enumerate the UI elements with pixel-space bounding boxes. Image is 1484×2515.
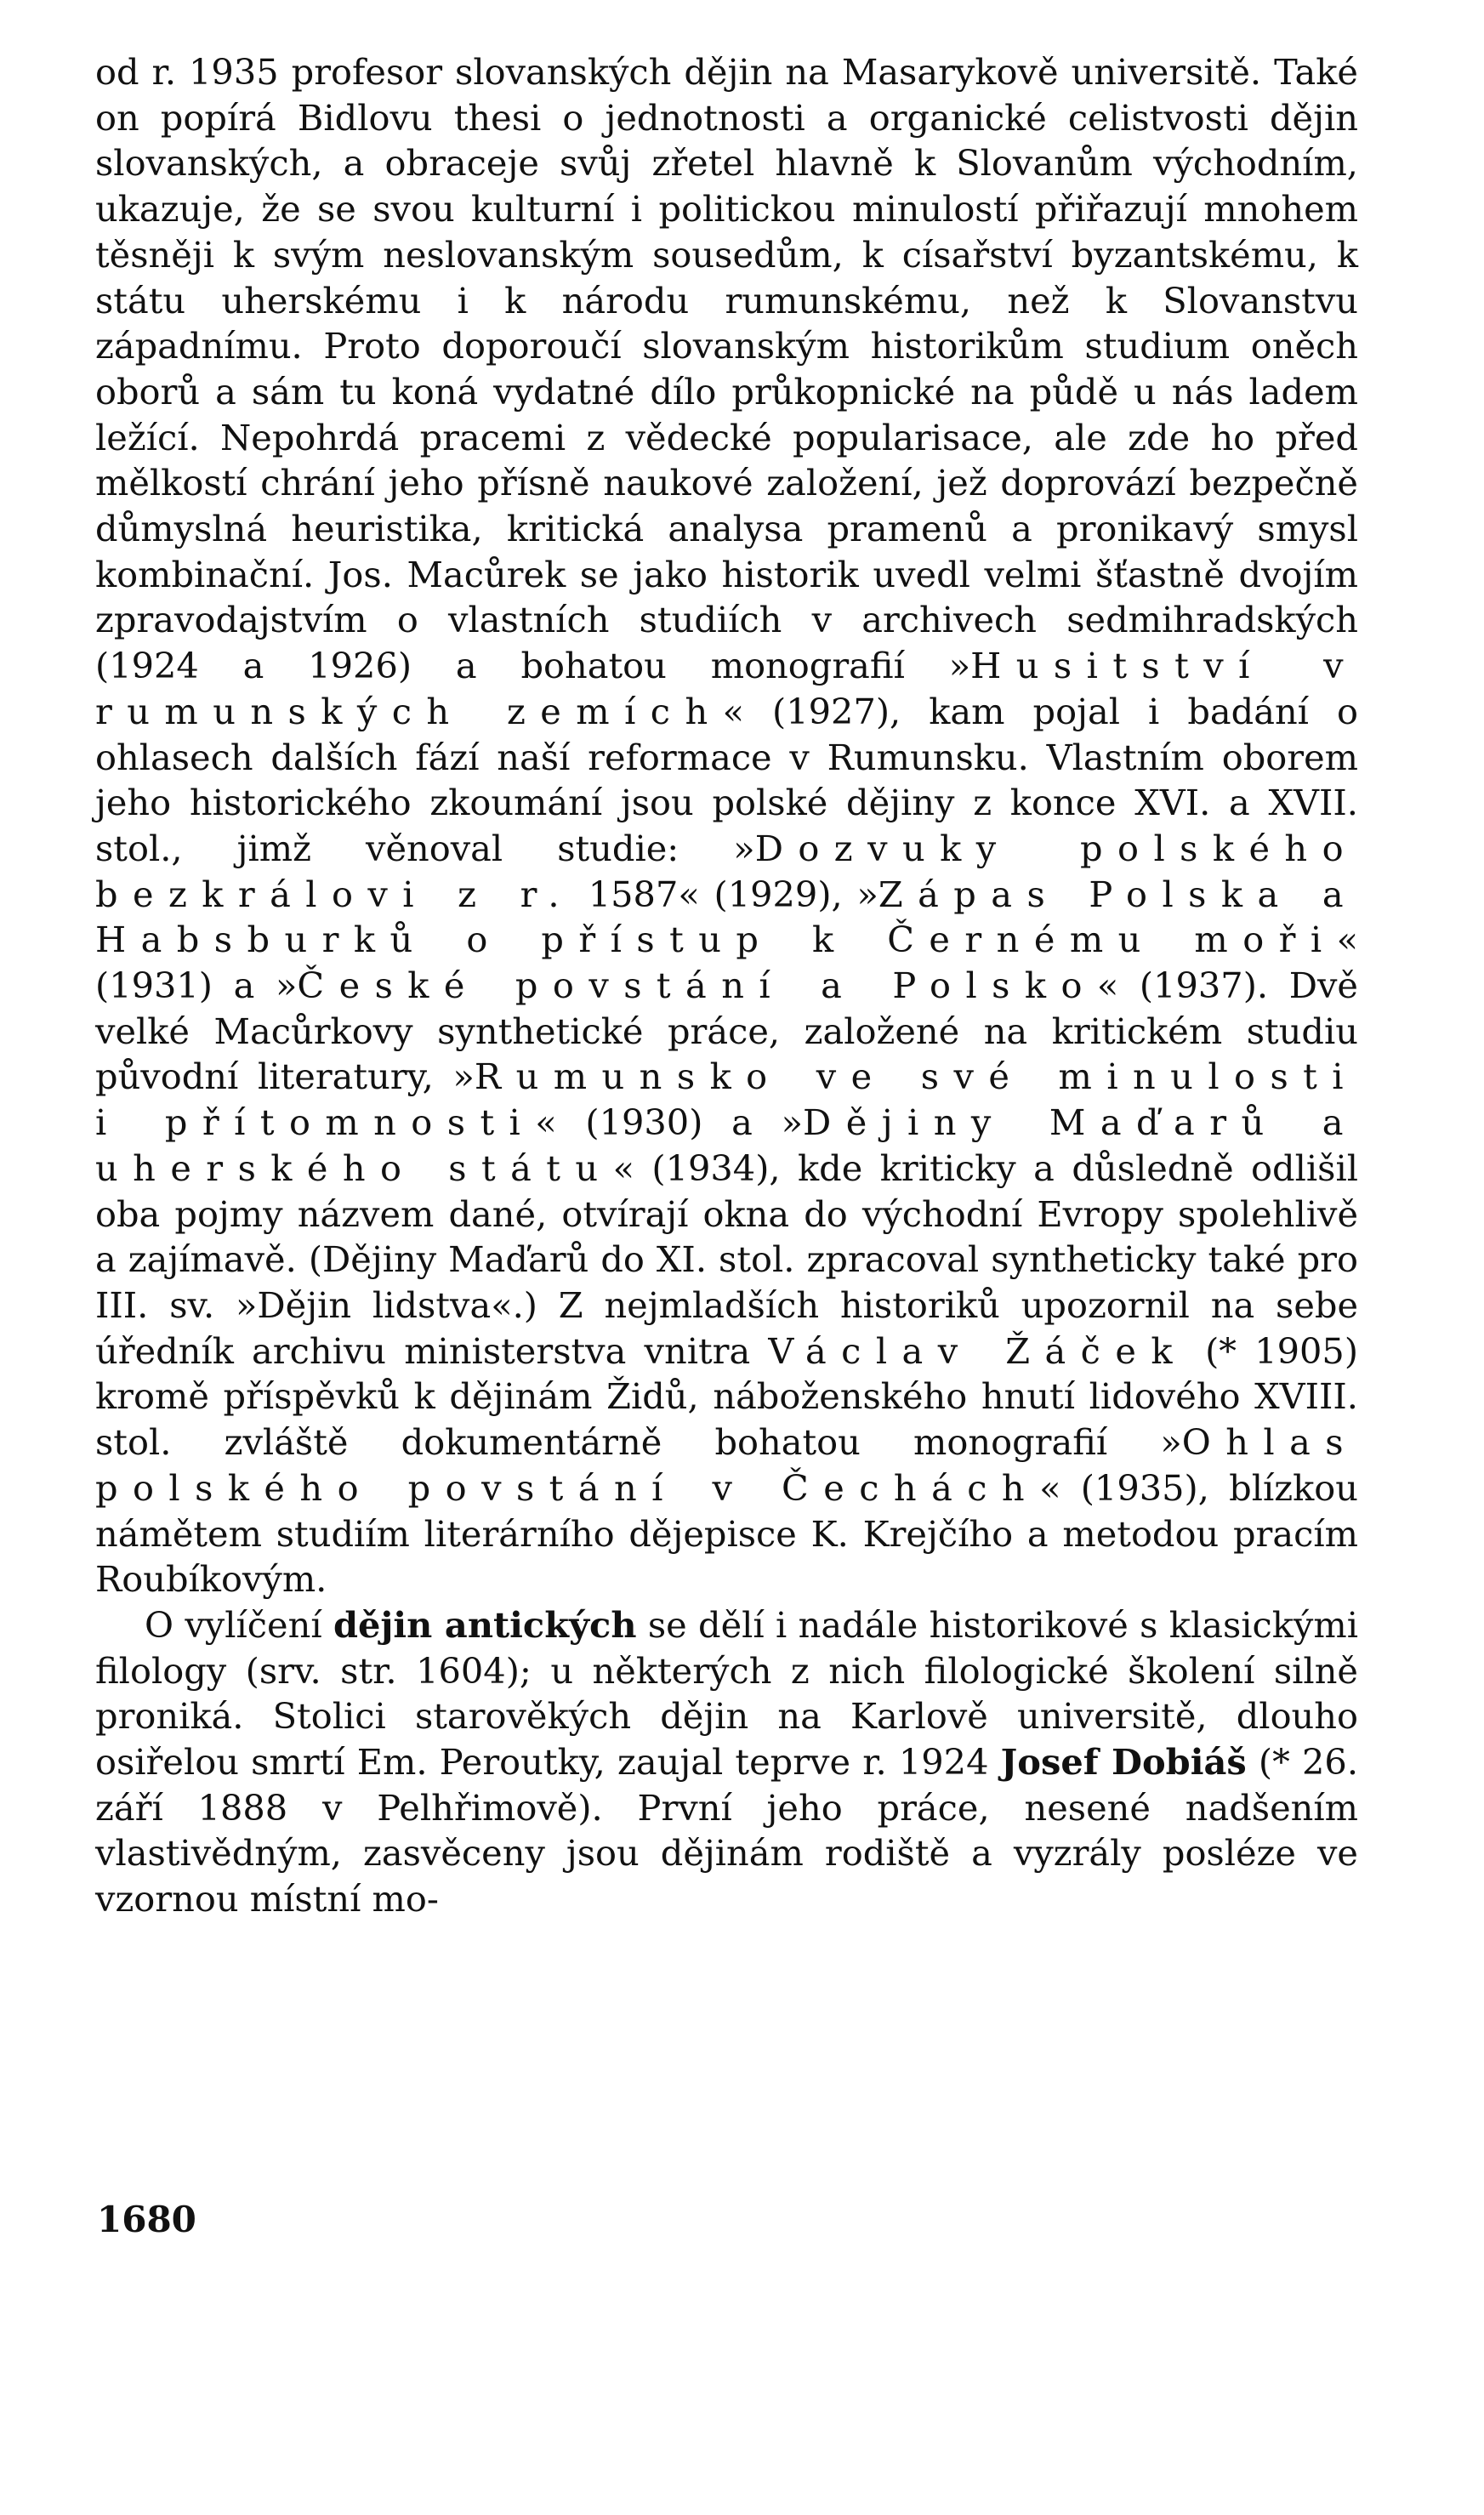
- page-body: [95, 49, 1358, 1922]
- text-run: (* 1905) kromě příspěvků k dějinám Židů, náboženského hnutí lidového XVIII. stol. zvláště dokumentárně bohatou monografií »: [95, 1329, 1359, 1464]
- text-run: (* 26. září 1888 v Pelhřimově). První jeho práce, nesené nadšením vlastivědným, zasvěceny jsou dějinám rodiště a vyzrály posléze ve vzornou místní mo-: [95, 1741, 1359, 1920]
- text-run: « (1935), blízkou námětem studiím literárního dějepisce K. Krejčího a metodou pracím Roubíkovým.: [95, 1466, 1358, 1601]
- text-run: 1587« (1929), »: [574, 873, 878, 915]
- spaced-name: Václav Žáček: [768, 1329, 1187, 1372]
- spaced-title: Rumunsko ve své minulosti i přítomnosti: [95, 1056, 1358, 1144]
- bold-term: dějin antických: [333, 1603, 637, 1646]
- paragraph: [95, 1602, 1358, 1922]
- paragraph: [95, 49, 1358, 1602]
- spaced-title: Ohlas polského povstání v Čechách: [95, 1421, 1358, 1509]
- bold-name: Josef Dobiáš: [1000, 1741, 1247, 1784]
- spaced-title: Husitství v rumunských zemích: [95, 645, 1358, 732]
- spaced-title: Zápas Polska a Habsburků o přístup k Černému moři: [95, 873, 1358, 961]
- page-number: 1680: [97, 2199, 196, 2240]
- text-run: « (1937). Dvě velké Macůrkovy synthetické práce, založené na kritickém studiu původní literatury, »: [95, 964, 1358, 1098]
- spaced-title: Dějiny Maďarů a uherského státu: [95, 1101, 1358, 1189]
- text-run: od r. 1935 profesor slovanských dějin na Masarykově universitě. Také on popírá Bidlovu thesi o jednotnosti a organické celistvosti dějin slovanských, a obraceje svůj zřetel hlavně k Slovanům východním, ukazuje, že se svou kulturní i politickou minulostí přiřazují mnohem těsněji k svým neslovanským sousedům, k císařství byzantskému, k státu uherskému i k národu rumunskému, než k Slovanstvu západnímu. Proto doporoučí slovanským historikům studium oněch oborů a sám tu koná vydatné dílo průkopnické na půdě u nás ladem ležící. Nepohrdá pracemi z vědecké popularisace, ale zde ho před mělkostí chrání jeho přísně naukové založení, jež doprovází bezpečně důmyslná heuristika, kritická analysa pramenů a pronikavý smysl kombinační. Jos. Macůrek se jako historik uvedl velmi šťastně dvojím zpravodajstvím o vlastních studiích v archivech sedmihradských (1924 a 1926) a bohatou monografií »: [95, 51, 1358, 687]
- text-run: « (1931) a »: [95, 919, 1358, 1007]
- text-run: « (1930) a »: [535, 1101, 804, 1144]
- spaced-title: České povstání a Polsko: [297, 964, 1097, 1007]
- text-run: « (1934), kde kriticky a důsledně odlišil oba pojmy názvem dané, otvírají okna do východní Evropy spolehlivě a zajímavě. (Dějiny Maďarů do XI. stol. zpracoval syntheticky také pro III. sv. »Dějin lidstva«.) Z nejmladších historiků upozornil na sebe úředník archivu ministerstva vnitra: [95, 1147, 1358, 1372]
- text-run: « (1927), kam pojal i badání o ohlasech dalších fází naší reformace v Rumunsku. Vlastním oborem jeho historického zkoumání jsou polské dějiny z konce XVI. a XVII. stol., jimž věnoval studie: »: [95, 690, 1358, 869]
- text-run: se dělí i nadále historikové s klasickými filology (srv. str. 1604); u některých z nich filologické školení silně proniká. Stolici starověkých dějin na Karlově universitě, dlouho osiřelou smrtí Em. Peroutky, zaujal teprve r. 1924: [95, 1603, 1358, 1784]
- spaced-title: Dozvuky polského bezkrálovi z r.: [95, 827, 1359, 915]
- text-run: O vylíčení: [145, 1603, 333, 1646]
